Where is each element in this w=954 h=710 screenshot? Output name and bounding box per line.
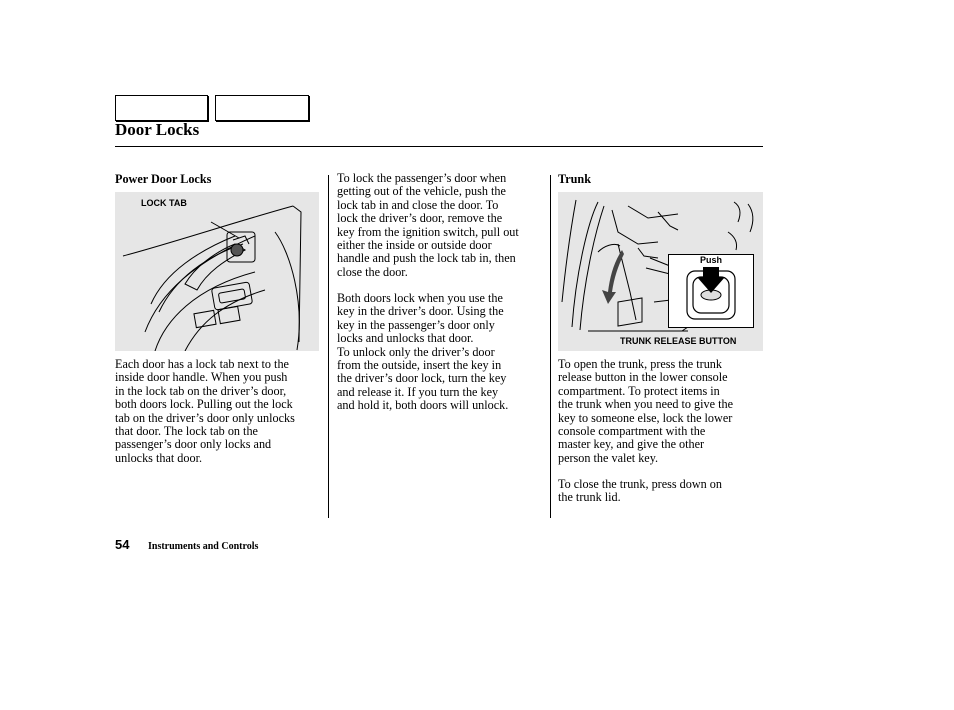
middle-para-2: Both doors lock when you use the key in the driver’s door. Using the key in the passenger’s door only locks and unlocks that door. To unlock only the driver’s door from the outside, insert the key in the driver’s door lock, turn the key and release it. If you turn the key and hold it, both doors will unlock. — [337, 291, 509, 413]
lock-tab-figure — [115, 192, 319, 351]
right-para-2: To close the trunk, press down on the trunk lid. — [558, 477, 722, 505]
trunk-release-button-illustration — [669, 255, 753, 327]
right-para-1: To open the trunk, press the trunk release button in the lower console compartment. To protect items in the trunk when you need to give the key to someone else, lock the lower console compartment with the master key, and give the other person the valet key. — [558, 357, 733, 465]
door-panel-illustration — [115, 192, 319, 351]
title-rule — [115, 146, 763, 147]
column-divider-1 — [328, 175, 329, 518]
section-footer: Instruments and Controls — [148, 541, 259, 552]
trunk-heading: Trunk — [558, 172, 591, 186]
page-title: Door Locks — [115, 120, 200, 139]
trunk-release-figure — [558, 192, 763, 351]
power-door-locks-heading: Power Door Locks — [115, 172, 212, 186]
page-number: 54 — [115, 537, 130, 552]
trunk-release-button-callout: TRUNK RELEASE BUTTON — [620, 336, 737, 346]
left-body-text: Each door has a lock tab next to the inside door handle. When you push in the lock tab on the driver’s door, both doors lock. Pulling out the lock tab on the driver’s door only unlocks that door. The lock tab on the passenger’s door only locks and unlocks that door. — [115, 357, 295, 465]
column-divider-2 — [550, 175, 551, 518]
push-inset-box — [668, 254, 754, 328]
header-tab-box-2 — [215, 95, 309, 121]
header-tab-box-1 — [115, 95, 208, 121]
middle-para-1: To lock the passenger’s door when getting out of the vehicle, push the lock tab in and close the door. To lock the driver’s door, remove the key from the ignition switch, pull out either the inside or outside door handle and push the lock tab in, then close the door. — [337, 171, 519, 279]
lock-tab-callout: LOCK TAB — [141, 198, 187, 208]
push-callout: Push — [700, 255, 723, 265]
